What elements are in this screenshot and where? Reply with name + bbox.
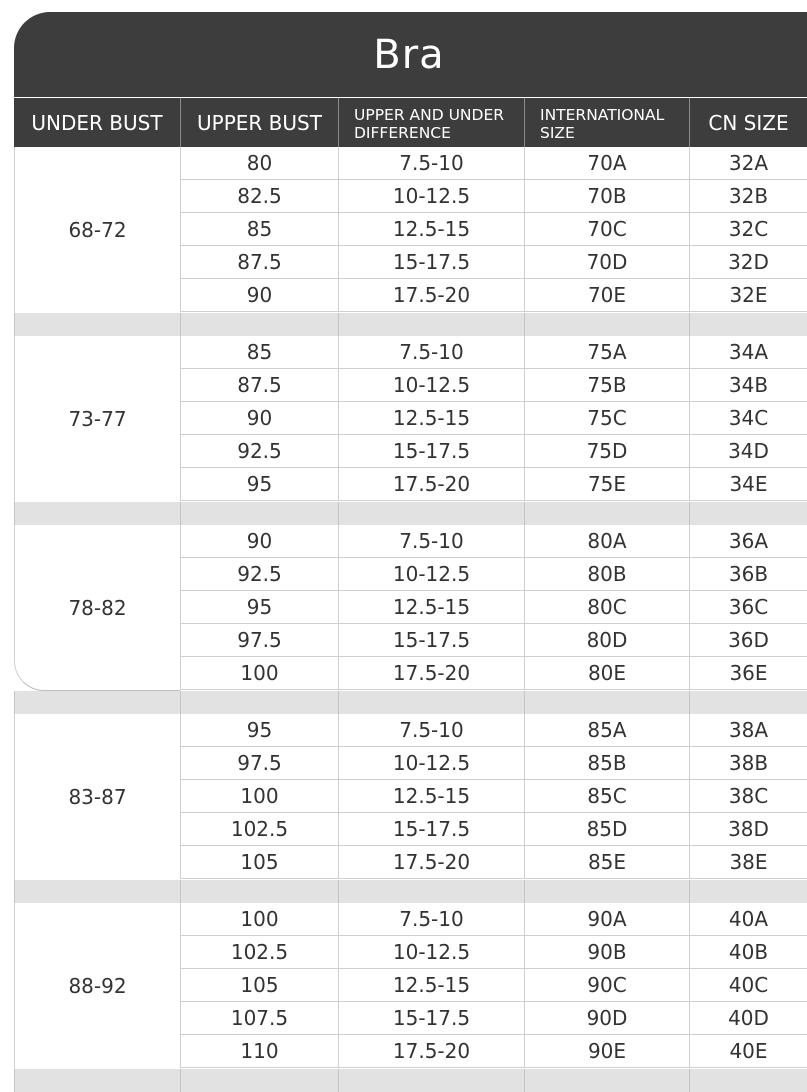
table-row <box>180 747 807 780</box>
upper-bust-cell: 82.5 <box>180 180 338 212</box>
difference-cell: 10-12.5 <box>338 369 524 401</box>
table-row <box>180 624 807 657</box>
international-size-cell: 80E <box>524 657 689 689</box>
difference-cell: 7.5-10 <box>338 525 524 557</box>
difference-cell: 17.5-20 <box>338 279 524 311</box>
separator-line <box>338 880 339 903</box>
difference-cell: 15-17.5 <box>338 246 524 278</box>
difference-cell: 10-12.5 <box>338 180 524 212</box>
table-row <box>180 402 807 435</box>
separator-line <box>689 313 690 336</box>
header-international-size: INTERNATIONAL SIZE <box>524 98 689 147</box>
group-separator <box>14 313 807 336</box>
difference-cell: 12.5-15 <box>338 591 524 623</box>
cn-size-cell: 38D <box>689 813 807 845</box>
group-separator <box>14 502 807 525</box>
international-size-cell: 90C <box>524 969 689 1001</box>
table-row <box>180 846 807 879</box>
difference-cell: 17.5-20 <box>338 468 524 500</box>
international-size-cell: 80A <box>524 525 689 557</box>
size-group <box>14 147 807 313</box>
size-table <box>14 147 807 1092</box>
upper-bust-cell: 100 <box>180 903 338 935</box>
upper-bust-cell: 95 <box>180 714 338 746</box>
page-title: Bra <box>373 31 445 78</box>
cn-size-cell: 34A <box>689 336 807 368</box>
separator-line <box>180 502 181 525</box>
table-row <box>180 1002 807 1035</box>
table-row <box>180 279 807 312</box>
difference-cell: 12.5-15 <box>338 780 524 812</box>
cn-size-cell: 36E <box>689 657 807 689</box>
cn-size-cell: 36D <box>689 624 807 656</box>
size-group <box>14 525 807 691</box>
table-row <box>180 147 807 180</box>
size-group <box>14 714 807 880</box>
cn-size-cell: 38B <box>689 747 807 779</box>
under-bust-cell: 78-82 <box>14 525 180 691</box>
separator-line <box>14 880 15 903</box>
difference-cell: 17.5-20 <box>338 846 524 878</box>
table-row <box>180 558 807 591</box>
upper-bust-cell: 87.5 <box>180 369 338 401</box>
upper-bust-cell: 107.5 <box>180 1002 338 1034</box>
table-row <box>180 336 807 369</box>
separator-line <box>14 691 15 714</box>
international-size-cell: 70E <box>524 279 689 311</box>
table-row <box>180 903 807 936</box>
international-size-cell: 90D <box>524 1002 689 1034</box>
upper-bust-cell: 110 <box>180 1035 338 1067</box>
size-group <box>14 336 807 502</box>
international-size-cell: 75B <box>524 369 689 401</box>
table-row <box>180 969 807 1002</box>
table-row <box>180 657 807 690</box>
cn-size-cell: 38A <box>689 714 807 746</box>
international-size-cell: 80B <box>524 558 689 590</box>
separator-line <box>689 691 690 714</box>
table-row <box>180 813 807 846</box>
upper-bust-cell: 100 <box>180 780 338 812</box>
international-size-cell: 90A <box>524 903 689 935</box>
difference-cell: 10-12.5 <box>338 747 524 779</box>
cn-size-cell: 36C <box>689 591 807 623</box>
separator-line <box>524 691 525 714</box>
separator-line <box>14 1069 15 1092</box>
separator-line <box>524 880 525 903</box>
upper-bust-cell: 102.5 <box>180 813 338 845</box>
international-size-cell: 70A <box>524 147 689 179</box>
separator-line <box>338 502 339 525</box>
difference-cell: 7.5-10 <box>338 714 524 746</box>
separator-line <box>524 313 525 336</box>
cn-size-cell: 34B <box>689 369 807 401</box>
international-size-cell: 80C <box>524 591 689 623</box>
international-size-cell: 70C <box>524 213 689 245</box>
separator-line <box>14 313 15 336</box>
upper-bust-cell: 102.5 <box>180 936 338 968</box>
cn-size-cell: 40C <box>689 969 807 1001</box>
upper-bust-cell: 87.5 <box>180 246 338 278</box>
international-size-cell: 85D <box>524 813 689 845</box>
upper-bust-cell: 95 <box>180 591 338 623</box>
cn-size-cell: 32A <box>689 147 807 179</box>
cn-size-cell: 36A <box>689 525 807 557</box>
cn-size-cell: 32C <box>689 213 807 245</box>
under-bust-cell: 83-87 <box>14 714 180 880</box>
cn-size-cell: 40E <box>689 1035 807 1067</box>
header-under-bust: UNDER BUST <box>31 110 163 135</box>
international-size-cell: 80D <box>524 624 689 656</box>
separator-line <box>689 1069 690 1092</box>
separator-line <box>338 313 339 336</box>
separator-line <box>14 502 15 525</box>
upper-bust-cell: 92.5 <box>180 435 338 467</box>
under-bust-cell: 68-72 <box>14 147 180 313</box>
header-difference: UPPER AND UNDER DIFFERENCE <box>338 98 524 147</box>
international-size-cell: 85E <box>524 846 689 878</box>
table-row <box>180 180 807 213</box>
international-size-cell: 85C <box>524 780 689 812</box>
under-bust-cell: 73-77 <box>14 336 180 502</box>
difference-cell: 12.5-15 <box>338 969 524 1001</box>
upper-bust-cell: 100 <box>180 657 338 689</box>
table-row <box>180 591 807 624</box>
difference-cell: 7.5-10 <box>338 903 524 935</box>
international-size-cell: 90B <box>524 936 689 968</box>
upper-bust-cell: 95 <box>180 468 338 500</box>
group-separator <box>14 1069 807 1092</box>
international-size-cell: 85B <box>524 747 689 779</box>
upper-bust-cell: 90 <box>180 402 338 434</box>
international-size-cell: 70B <box>524 180 689 212</box>
upper-bust-cell: 85 <box>180 336 338 368</box>
group-separator <box>14 691 807 714</box>
separator-line <box>338 691 339 714</box>
cn-size-cell: 36B <box>689 558 807 590</box>
cn-size-cell: 34C <box>689 402 807 434</box>
international-size-cell: 90E <box>524 1035 689 1067</box>
difference-cell: 7.5-10 <box>338 336 524 368</box>
cn-size-cell: 40A <box>689 903 807 935</box>
difference-cell: 7.5-10 <box>338 147 524 179</box>
cn-size-cell: 40B <box>689 936 807 968</box>
cn-size-cell: 38E <box>689 846 807 878</box>
separator-line <box>180 880 181 903</box>
separator-line <box>338 1069 339 1092</box>
upper-bust-cell: 97.5 <box>180 747 338 779</box>
separator-line <box>180 691 181 714</box>
upper-bust-cell: 97.5 <box>180 624 338 656</box>
upper-bust-cell: 90 <box>180 279 338 311</box>
difference-cell: 17.5-20 <box>338 657 524 689</box>
under-bust-cell: 88-92 <box>14 903 180 1069</box>
upper-bust-cell: 105 <box>180 969 338 1001</box>
difference-cell: 17.5-20 <box>338 1035 524 1067</box>
table-row <box>180 213 807 246</box>
table-row <box>180 246 807 279</box>
cn-size-cell: 32E <box>689 279 807 311</box>
separator-line <box>180 313 181 336</box>
upper-bust-cell: 80 <box>180 147 338 179</box>
international-size-cell: 75D <box>524 435 689 467</box>
international-size-cell: 75E <box>524 468 689 500</box>
table-row <box>180 369 807 402</box>
difference-cell: 10-12.5 <box>338 558 524 590</box>
difference-cell: 15-17.5 <box>338 813 524 845</box>
separator-line <box>180 1069 181 1092</box>
table-row <box>180 525 807 558</box>
table-row <box>180 936 807 969</box>
cn-size-cell: 34D <box>689 435 807 467</box>
table-header <box>14 98 807 147</box>
cn-size-cell: 32D <box>689 246 807 278</box>
separator-line <box>524 1069 525 1092</box>
difference-cell: 12.5-15 <box>338 402 524 434</box>
difference-cell: 15-17.5 <box>338 624 524 656</box>
international-size-cell: 75C <box>524 402 689 434</box>
cn-size-cell: 38C <box>689 780 807 812</box>
cn-size-cell: 34E <box>689 468 807 500</box>
difference-cell: 15-17.5 <box>338 1002 524 1034</box>
table-row <box>180 468 807 501</box>
size-group <box>14 903 807 1069</box>
group-separator <box>14 880 807 903</box>
title-bar <box>14 12 807 97</box>
table-row <box>180 435 807 468</box>
cn-size-cell: 32B <box>689 180 807 212</box>
difference-cell: 12.5-15 <box>338 213 524 245</box>
separator-line <box>689 880 690 903</box>
table-row <box>180 780 807 813</box>
table-row <box>180 1035 807 1068</box>
cn-size-cell: 40D <box>689 1002 807 1034</box>
difference-cell: 15-17.5 <box>338 435 524 467</box>
international-size-cell: 85A <box>524 714 689 746</box>
table-row <box>180 714 807 747</box>
upper-bust-cell: 92.5 <box>180 558 338 590</box>
upper-bust-cell: 85 <box>180 213 338 245</box>
upper-bust-cell: 105 <box>180 846 338 878</box>
separator-line <box>689 502 690 525</box>
international-size-cell: 70D <box>524 246 689 278</box>
header-upper-bust: UPPER BUST <box>180 98 338 147</box>
difference-cell: 10-12.5 <box>338 936 524 968</box>
header-cn-size: CN SIZE <box>689 98 807 147</box>
separator-line <box>524 502 525 525</box>
upper-bust-cell: 90 <box>180 525 338 557</box>
international-size-cell: 75A <box>524 336 689 368</box>
